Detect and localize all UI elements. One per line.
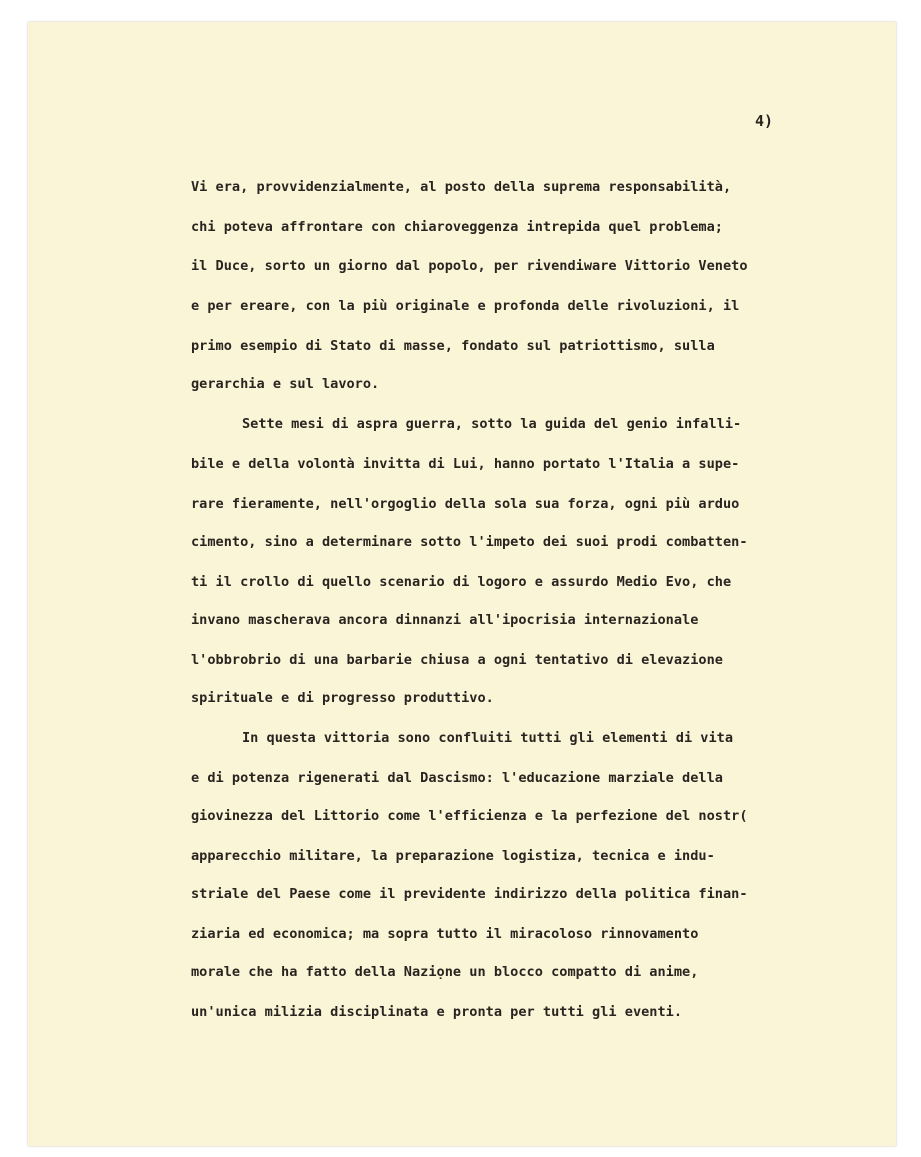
- text-line: rare fieramente, nell'orgoglio della sola sua forza, ogni più arduo: [191, 496, 740, 512]
- text-line: striale del Paese come il previdente indirizzo della politica finan-: [191, 886, 748, 902]
- text-line: il Duce, sorto un giorno dal popolo, per rivendiware Vittorio Veneto: [191, 258, 748, 274]
- text-line: chi poteva affrontare con chiaroveggenza intrepida quel problema;: [191, 219, 723, 235]
- text-line: gerarchia e sul lavoro.: [191, 376, 380, 392]
- text-line: Vi era, provvidenzialmente, al posto della suprema responsabilità,: [191, 179, 732, 195]
- text-line: primo esempio di Stato di masse, fondato sul patriottismo, sulla: [191, 338, 715, 354]
- text-line: morale che ha fatto della Naziọne un blocco compatto di anime,: [191, 964, 699, 980]
- text-line: giovinezza del Littorio come l'efficienza e la perfezione del nostr(: [191, 808, 748, 824]
- text-line: spirituale e di progresso produttivo.: [191, 690, 494, 706]
- text-line: ti il crollo di quello scenario di logoro e assurdo Medio Evo, che: [191, 574, 732, 590]
- text-line: e di potenza rigenerati dal Dascismo: l'educazione marziale della: [191, 770, 723, 786]
- text-line: cimento, sino a determinare sotto l'impeto dei suoi prodi combatten-: [191, 534, 748, 550]
- text-line: bile e della volontà invitta di Lui, hanno portato l'Italia a supe-: [191, 456, 740, 472]
- page-number: 4): [755, 112, 774, 130]
- text-line: apparecchio militare, la preparazione logistiza, tecnica e indu-: [191, 848, 715, 864]
- text-line: un'unica milizia disciplinata e pronta per tutti gli eventi.: [191, 1004, 683, 1020]
- text-line: In questa vittoria sono confluiti tutti gli elementi di vita: [242, 730, 734, 746]
- text-line: l'obbrobrio di una barbarie chiusa a ogni tentativo di elevazione: [191, 652, 723, 668]
- text-line: e per ereare, con la più originale e profonda delle rivoluzioni, il: [191, 298, 740, 314]
- text-line: Sette mesi di aspra guerra, sotto la guida del genio infalli-: [242, 416, 742, 432]
- text-line: ziaria ed economica; ma sopra tutto il miracoloso rinnovamento: [191, 926, 699, 942]
- text-line: invano mascherava ancora dinnanzi all'ipocrisia internazionale: [191, 612, 699, 628]
